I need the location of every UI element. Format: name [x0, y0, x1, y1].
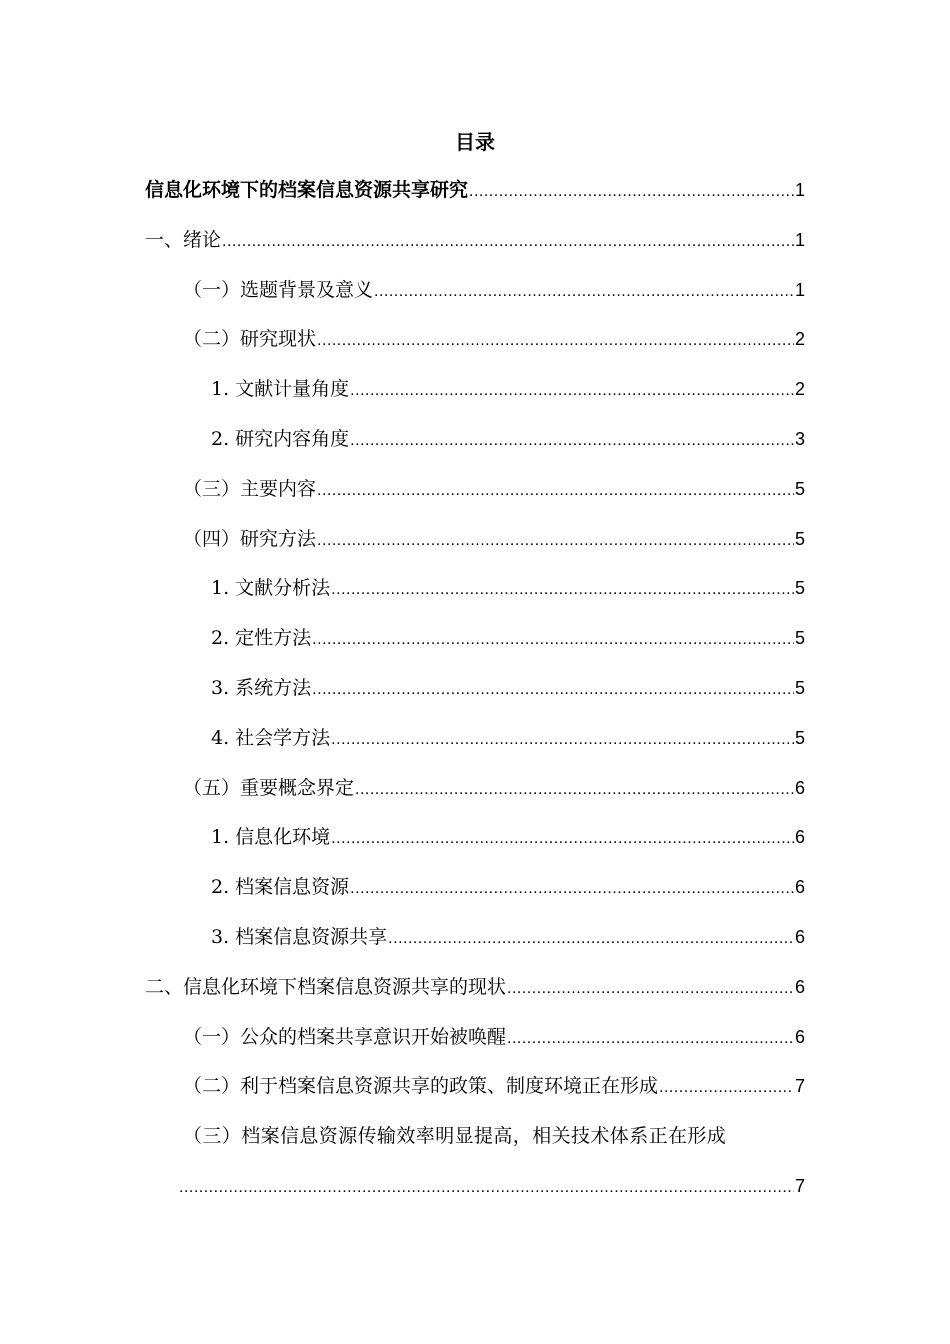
dot-leader	[331, 725, 794, 755]
toc-entry-label: 1. 文献分析法	[211, 577, 331, 600]
toc-entry-label: （三）主要内容	[183, 477, 317, 500]
toc-entry-label: 信息化环境下的档案信息资源共享研究	[145, 179, 469, 201]
toc-entry-label: （五）重要概念界定	[183, 776, 355, 799]
toc-entry-page-number: 2	[794, 379, 805, 400]
toc-entry-label: （一）选题背景及意义	[183, 278, 374, 301]
toc-entry-page-number: 2	[794, 329, 805, 350]
toc-entry-page-number: 6	[794, 777, 805, 798]
dot-leader	[222, 227, 794, 257]
toc-entry-page-number: 1	[794, 279, 805, 300]
dot-leader	[507, 974, 794, 1004]
dot-leader	[507, 1024, 794, 1054]
toc-entry-first-line	[145, 1121, 805, 1171]
toc-entry-label: 1. 信息化环境	[211, 826, 331, 849]
toc-entry-label: 二、信息化环境下档案信息资源共享的现状	[145, 975, 507, 998]
toc-entry-label: 2. 研究内容角度	[211, 427, 350, 450]
toc-entry-page-number: 1	[794, 180, 805, 200]
dot-leader	[374, 277, 794, 307]
dot-leader	[312, 675, 794, 705]
toc-entry-document-title[interactable]	[145, 175, 805, 225]
dot-leader	[469, 177, 794, 207]
toc-entry-subsection[interactable]	[145, 822, 805, 872]
toc-entry-subsection[interactable]	[145, 623, 805, 673]
toc-entry-chapter[interactable]	[145, 972, 805, 1022]
dot-leader	[659, 1073, 794, 1103]
table-of-contents	[145, 175, 805, 1221]
toc-entry-section[interactable]	[145, 474, 805, 524]
toc-entry-page-number: 5	[794, 677, 805, 698]
dot-leader	[179, 1173, 794, 1203]
toc-entry-label: （三）档案信息资源传输效率明显提高，相关技术体系正在形成	[183, 1125, 727, 1148]
toc-entry-page-number: 3	[794, 428, 805, 449]
toc-entry-label: （二）利于档案信息资源共享的政策、制度环境正在形成	[183, 1075, 659, 1098]
toc-entry-label: （二）研究现状	[183, 328, 317, 351]
toc-entry-section[interactable]	[145, 324, 805, 374]
toc-entry-page-number: 7	[794, 1175, 805, 1196]
toc-entry-label: 3. 系统方法	[211, 676, 312, 699]
toc-entry-section[interactable]	[145, 1121, 805, 1221]
toc-entry-label: 2. 档案信息资源	[211, 876, 350, 899]
toc-entry-page-number: 5	[794, 578, 805, 599]
toc-entry-subsection[interactable]	[145, 922, 805, 972]
toc-entry-subsection[interactable]	[145, 673, 805, 723]
toc-entry-page-number: 5	[794, 628, 805, 649]
dot-leader	[317, 476, 794, 506]
toc-entry-label: 2. 定性方法	[211, 627, 312, 650]
toc-entry-section[interactable]	[145, 275, 805, 325]
dot-leader	[350, 426, 794, 456]
dot-leader	[331, 824, 794, 854]
toc-entry-page-number: 1	[794, 229, 805, 250]
toc-entry-chapter[interactable]	[145, 225, 805, 275]
toc-entry-label: 1. 文献计量角度	[211, 378, 350, 401]
toc-entry-subsection[interactable]	[145, 374, 805, 424]
toc-entry-section[interactable]	[145, 1071, 805, 1121]
toc-entry-page-number: 5	[794, 528, 805, 549]
toc-entry-label: 一、绪论	[145, 228, 222, 251]
toc-entry-subsection[interactable]	[145, 723, 805, 773]
toc-entry-page-number: 7	[794, 1076, 805, 1097]
dot-leader	[355, 775, 794, 805]
toc-entry-page-number: 6	[794, 976, 805, 997]
toc-entry-label: 4. 社会学方法	[211, 726, 331, 749]
dot-leader	[317, 326, 794, 356]
dot-leader	[350, 376, 794, 406]
dot-leader	[331, 575, 794, 605]
toc-entry-page-number: 6	[794, 926, 805, 947]
toc-entry-subsection[interactable]	[145, 424, 805, 474]
toc-entry-label: 3. 档案信息资源共享	[211, 925, 388, 948]
dot-leader	[350, 874, 794, 904]
toc-title: 目录	[455, 130, 495, 154]
toc-entry-subsection[interactable]	[145, 573, 805, 623]
toc-entry-page-number: 6	[794, 1026, 805, 1047]
toc-entry-subsection[interactable]	[145, 872, 805, 922]
toc-entry-page-number: 5	[794, 478, 805, 499]
dot-leader	[388, 924, 794, 954]
toc-entry-section[interactable]	[145, 773, 805, 823]
dot-leader	[312, 625, 794, 655]
toc-entry-label: （一）公众的档案共享意识开始被唤醒	[183, 1025, 507, 1048]
toc-entry-second-line	[145, 1171, 805, 1221]
toc-entry-page-number: 5	[794, 727, 805, 748]
toc-entry-section[interactable]	[145, 524, 805, 574]
toc-entry-page-number: 6	[794, 877, 805, 898]
toc-entry-section[interactable]	[145, 1022, 805, 1072]
toc-entry-page-number: 6	[794, 827, 805, 848]
toc-entry-label: （四）研究方法	[183, 527, 317, 550]
dot-leader	[317, 526, 794, 556]
